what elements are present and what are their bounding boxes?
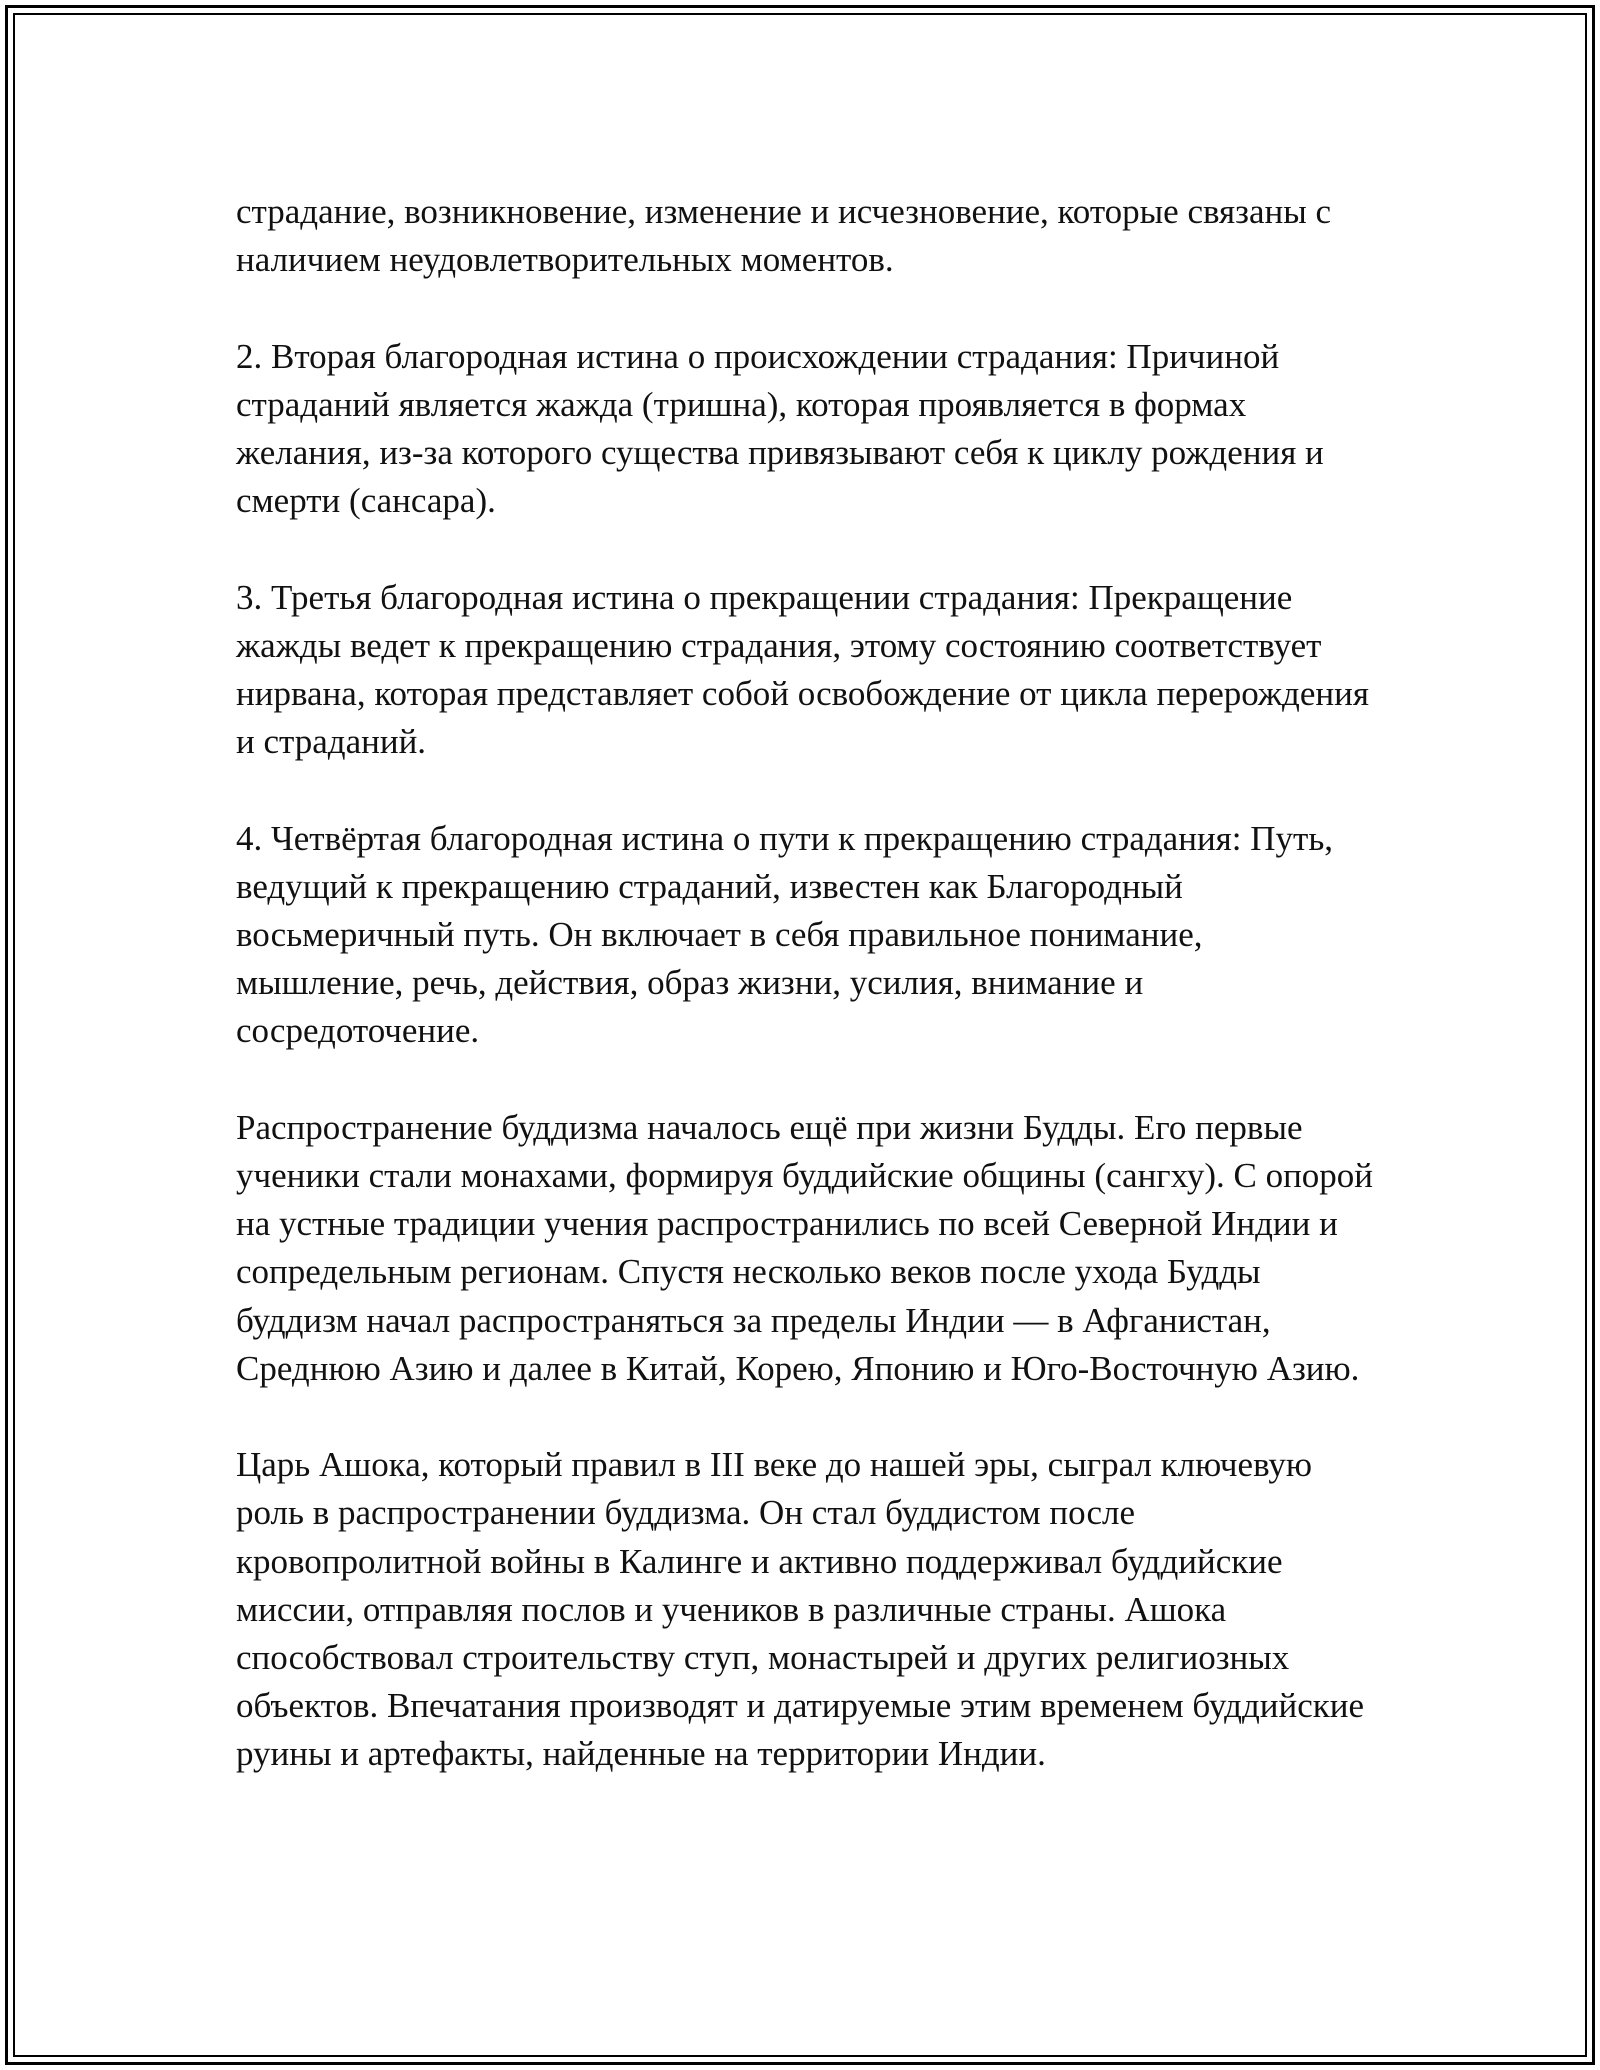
paragraph-third-noble-truth: 3. Третья благородная истина о прекращении страдания: Прекращение жажды ведет к прекращению страдания, этому состоянию соответствует нирвана, которая представляет собой освобождение от цикла перерождения и страданий. (236, 577, 1369, 762)
paragraph-spread-of-buddhism: Распространение буддизма началось ещё при жизни Будды. Его первые ученики стали монахами, формируя буддийские общины (сангху). С опорой на устные традиции учения распространились по всей Северной Индии и сопредельным регионам. Спустя несколько веков после ухода Будды буддизм начал распространяться за пределы Индии — в Афганистан, Среднюю Азию и далее в Китай, Корею, Японию и Юго-Восточную Азию. (236, 1107, 1374, 1388)
document-body (236, 188, 1376, 1779)
paragraph-king-ashoka: Царь Ашока, который правил в III веке до нашей эры, сыграл ключевую роль в распространении буддизма. Он стал буддистом после кровопролитной войны в Калинге и активно поддерживал буддийские миссии, отправляя послов и учеников в различные страны. Ашока способствовал строительству ступ, монастырей и других религиозных объектов. Впечатания производят и датируемые этим временем буддийские руины и артефакты, найденные на территории Индии. (236, 1445, 1365, 1774)
paragraph-second-noble-truth: 2. Вторая благородная истина о происхождении страдания: Причиной страданий является жажда (тришна), которая проявляется в формах желания, из-за которого существа привязывают себя к циклу рождения и смерти (сансара). (236, 336, 1324, 521)
paragraph-suffering-continuation: страдание, возникновение, изменение и исчезновение, которые связаны с наличием неудовлетворительных моментов. (236, 192, 1332, 280)
paragraph-fourth-noble-truth: 4. Четвёртая благородная истина о пути к прекращению страдания: Путь, ведущий к прекращению страданий, известен как Благородный восьмеричный путь. Он включает в себя правильное понимание, мышление, речь, действия, образ жизни, усилия, внимание и сосредоточение. (236, 818, 1334, 1051)
